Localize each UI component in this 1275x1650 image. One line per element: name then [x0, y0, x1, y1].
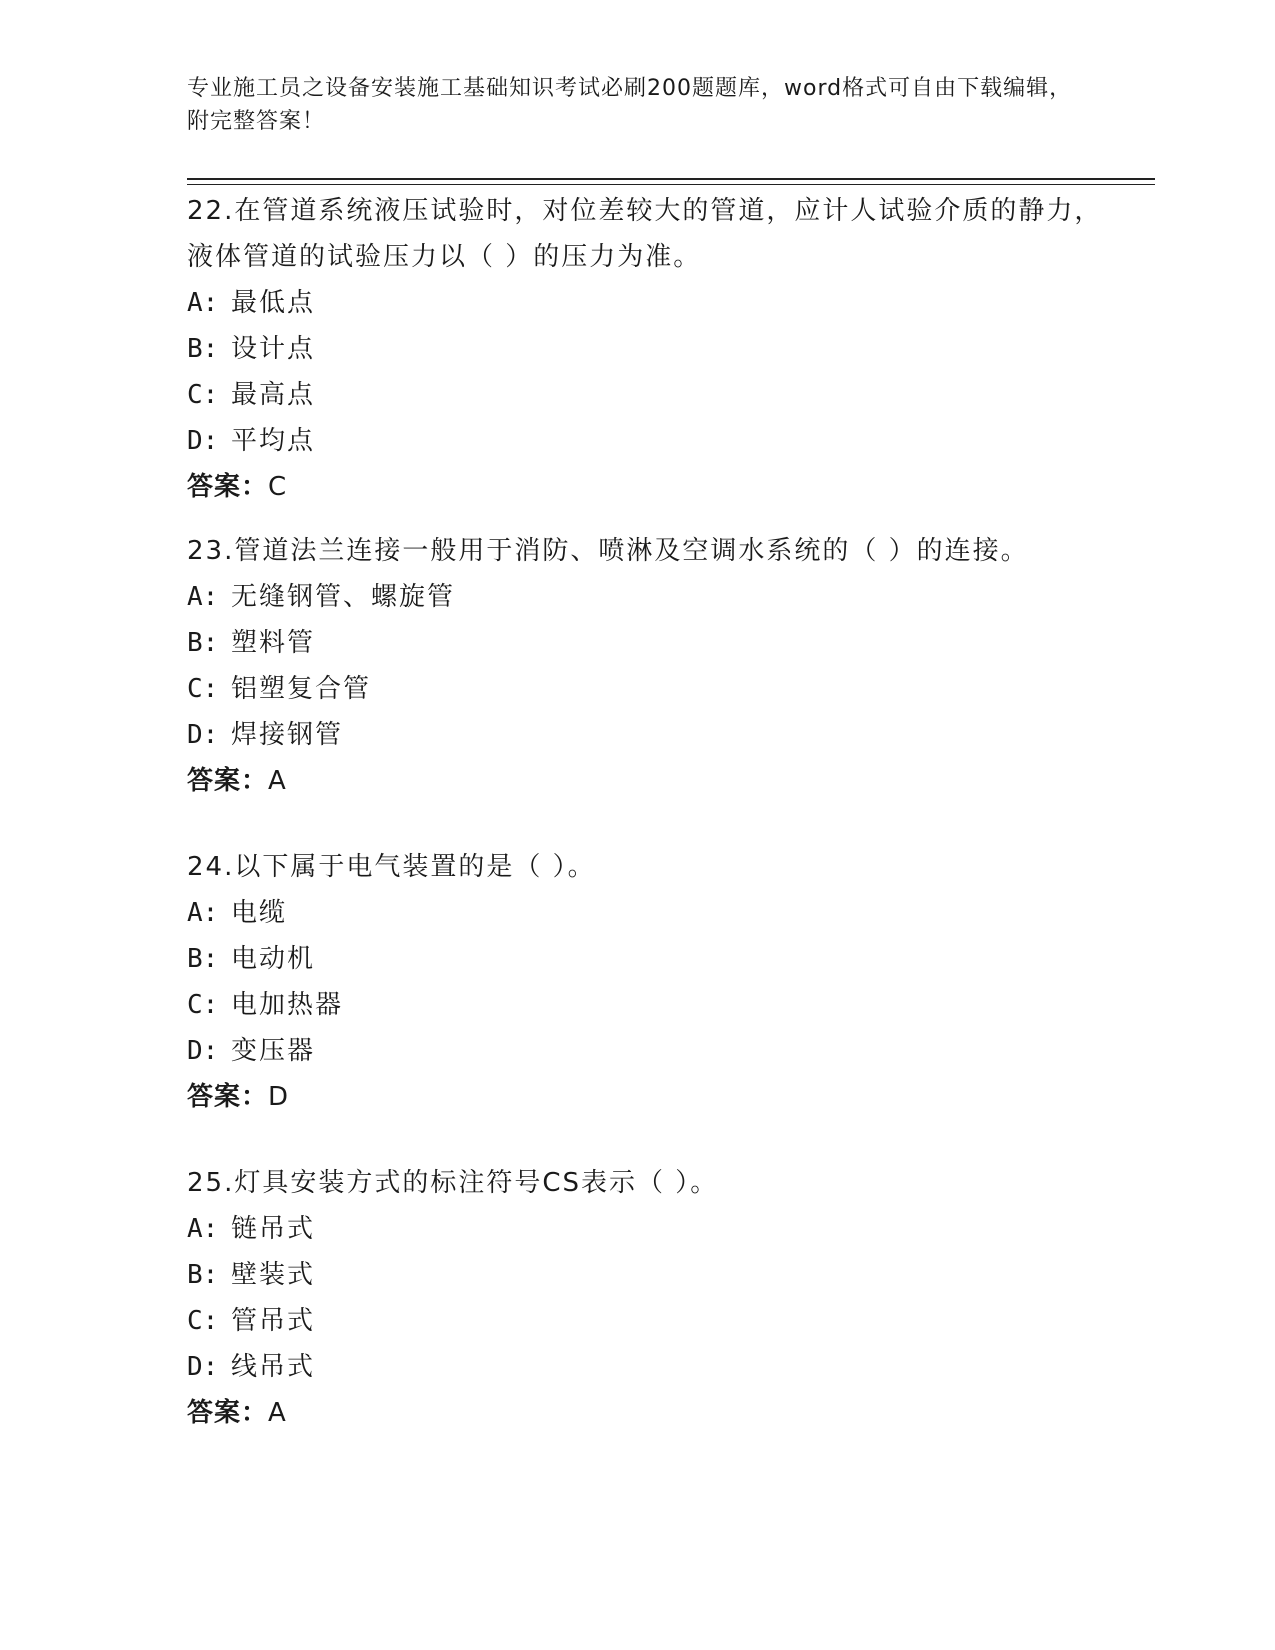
option-d [187, 418, 1107, 464]
answer-line [187, 1390, 1107, 1436]
option-text: 最高点 [231, 380, 316, 410]
option-d [187, 1028, 1107, 1074]
answer-line [187, 1074, 1107, 1120]
option-key: A: [187, 898, 219, 928]
option-a [187, 280, 1107, 326]
option-key: D: [187, 426, 219, 456]
answer-label: 答案： [187, 766, 269, 796]
answer-value: A [268, 1398, 287, 1428]
question-stem: 22.在管道系统液压试验时，对位差较大的管道，应计人试验介质的静力，液体管道的试验压力以（ ）的压力为准。 [187, 196, 1103, 272]
option-key: D: [187, 1036, 219, 1066]
option-key: D: [187, 720, 219, 750]
option-key: A: [187, 582, 219, 612]
option-text: 壁装式 [231, 1260, 316, 1290]
question-block [187, 844, 1107, 1120]
question-block [187, 1160, 1107, 1436]
question-block [187, 188, 1107, 510]
option-key: C: [187, 990, 219, 1020]
option-key: B: [187, 1260, 219, 1290]
option-text: 电加热器 [231, 990, 344, 1020]
option-text: 无缝钢管、螺旋管 [231, 582, 456, 612]
option-text: 最低点 [231, 288, 316, 318]
question-stem: 24.以下属于电气装置的是（ ）。 [187, 852, 596, 882]
option-text: 线吊式 [231, 1352, 316, 1382]
option-text: 设计点 [231, 334, 316, 364]
option-key: A: [187, 288, 219, 318]
option-d [187, 712, 1107, 758]
answer-label: 答案： [187, 1398, 269, 1428]
option-d [187, 1344, 1107, 1390]
question-stem: 25.灯具安装方式的标注符号CS表示（ ）。 [187, 1168, 719, 1198]
option-key: B: [187, 944, 219, 974]
option-key: B: [187, 628, 219, 658]
option-text: 电动机 [231, 944, 316, 974]
option-key: D: [187, 1352, 219, 1382]
option-b [187, 326, 1107, 372]
option-b [187, 1252, 1107, 1298]
option-text: 链吊式 [231, 1214, 316, 1244]
option-key: A: [187, 1214, 219, 1244]
option-text: 变压器 [231, 1036, 316, 1066]
option-c [187, 666, 1107, 712]
option-key: C: [187, 380, 219, 410]
question-stem: 23.管道法兰连接一般用于消防、喷淋及空调水系统的（ ）的连接。 [187, 536, 1029, 566]
option-a [187, 1206, 1107, 1252]
option-a [187, 890, 1107, 936]
option-text: 塑料管 [231, 628, 316, 658]
option-c [187, 1298, 1107, 1344]
answer-label: 答案： [187, 472, 269, 502]
document-header: 专业施工员之设备安装施工基础知识考试必刷200题题库，word格式可自由下载编辑，附完整答案！ [187, 76, 1073, 134]
header-rule-thin [187, 184, 1155, 185]
option-b [187, 936, 1107, 982]
answer-line [187, 758, 1107, 804]
option-key: C: [187, 1306, 219, 1336]
option-c [187, 982, 1107, 1028]
header-rule-thick [187, 178, 1155, 180]
option-a [187, 574, 1107, 620]
option-text: 电缆 [231, 898, 288, 928]
answer-label: 答案： [187, 1082, 269, 1112]
answer-value: C [268, 472, 288, 502]
option-text: 铝塑复合管 [231, 674, 372, 704]
option-c [187, 372, 1107, 418]
option-key: C: [187, 674, 219, 704]
option-text: 平均点 [231, 426, 316, 456]
answer-line [187, 464, 1107, 510]
answer-value: A [268, 766, 287, 796]
option-b [187, 620, 1107, 666]
option-text: 焊接钢管 [231, 720, 344, 750]
option-text: 管吊式 [231, 1306, 316, 1336]
answer-value: D [268, 1082, 290, 1112]
option-key: B: [187, 334, 219, 364]
question-block [187, 528, 1107, 804]
